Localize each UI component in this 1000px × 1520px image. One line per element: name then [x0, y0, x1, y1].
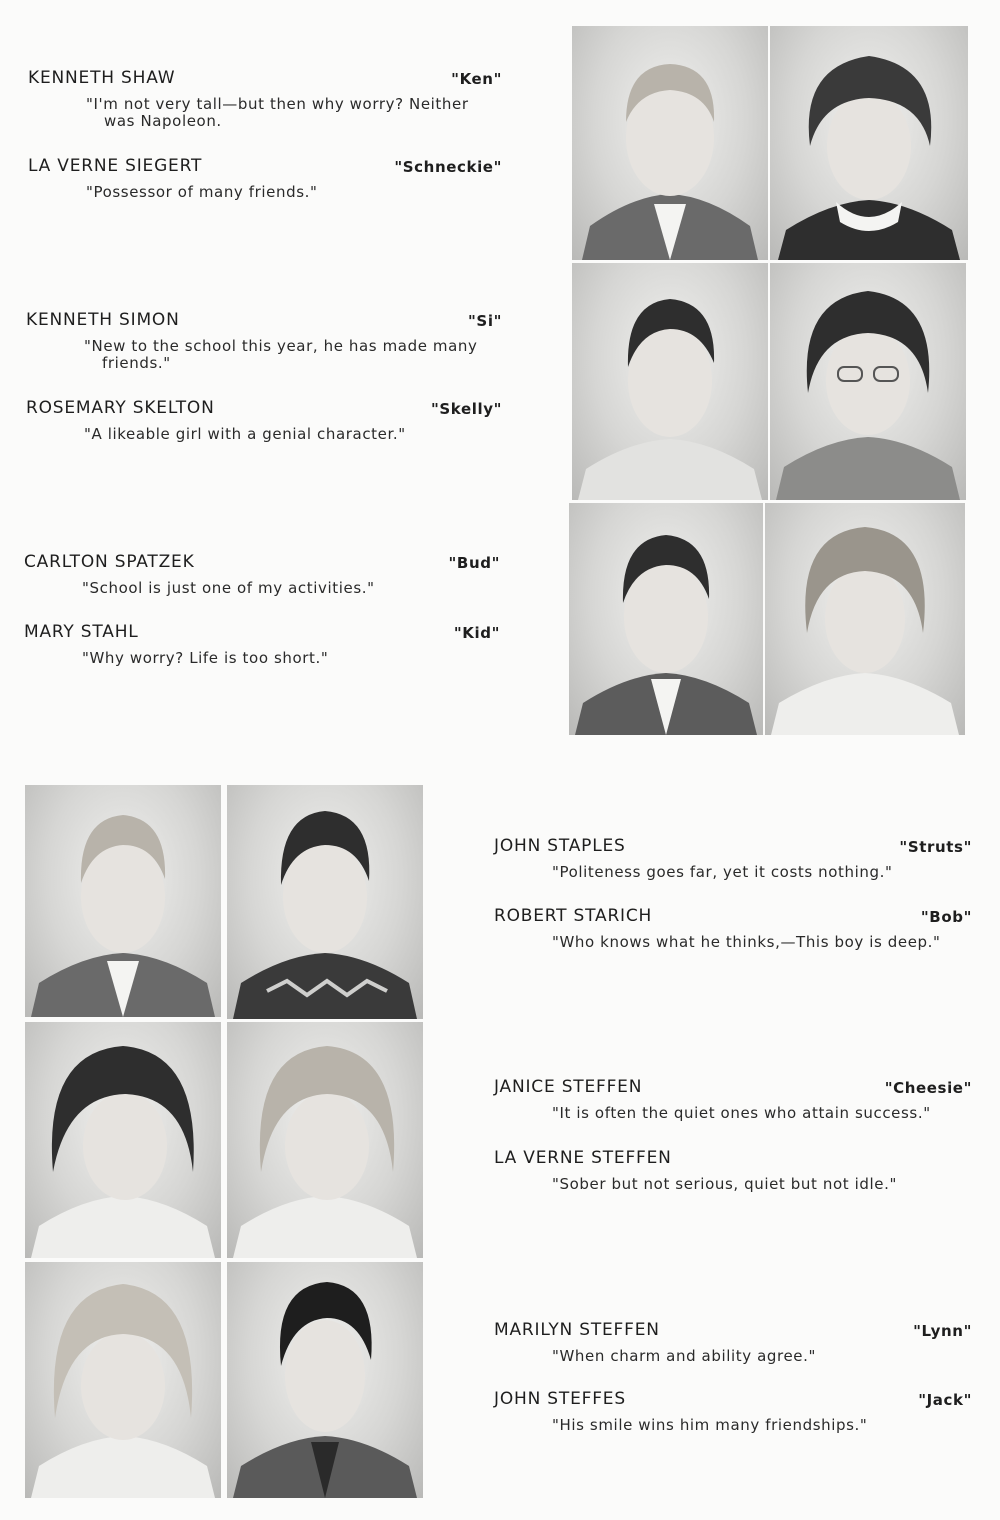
entry-john-steffes [494, 1389, 972, 1439]
student-nickname: "Si" [468, 312, 502, 330]
student-nickname: "Cheesie" [884, 1079, 972, 1097]
student-name: ROSEMARY SKELTON [26, 398, 215, 418]
student-name: JOHN STAPLES [494, 836, 626, 856]
entry-rosemary-skelton [26, 398, 502, 448]
student-quote: "Possessor of many friends." [86, 183, 318, 201]
portrait-mary-stahl [765, 503, 965, 735]
entry-marilyn-steffen [494, 1320, 972, 1370]
student-name: LA VERNE SIEGERT [28, 156, 203, 176]
student-nickname: "Bud" [448, 554, 500, 572]
student-name: JOHN STEFFES [494, 1389, 626, 1409]
student-name: MARILYN STEFFEN [494, 1320, 660, 1340]
student-nickname: "Kid" [453, 624, 500, 642]
student-name: ROBERT STARICH [494, 906, 653, 926]
student-quote: "Why worry? Life is too short." [82, 649, 329, 667]
student-nickname: "Bob" [920, 908, 972, 926]
student-name: JANICE STEFFEN [494, 1077, 643, 1097]
portrait-laverne-steffen [227, 1022, 423, 1258]
portrait-kenneth-simon [572, 263, 768, 500]
student-nickname: "Schneckie" [394, 158, 502, 176]
student-quote: "I'm not very tall—but then why worry? Neither was Napoleon. [86, 95, 469, 130]
portrait-kenneth-shaw [572, 26, 768, 260]
student-nickname: "Skelly" [430, 400, 502, 418]
student-quote: "When charm and ability agree." [552, 1347, 816, 1365]
portrait-rosemary-skelton [770, 263, 966, 500]
portrait-janice-steffen [25, 1022, 221, 1258]
portrait-marilyn-steffen [25, 1262, 221, 1498]
entry-janice-steffen [494, 1077, 972, 1127]
portrait-robert-starich [227, 785, 423, 1019]
student-nickname: "Lynn" [913, 1322, 972, 1340]
student-quote: "Politeness goes far, yet it costs nothing." [552, 863, 893, 881]
entry-robert-starich [494, 906, 972, 956]
student-nickname: "Jack" [918, 1391, 972, 1409]
student-name: CARLTON SPATZEK [24, 552, 195, 572]
student-quote: "School is just one of my activities." [82, 579, 375, 597]
entry-kenneth-shaw [28, 68, 502, 138]
entry-carlton-spatzek [24, 552, 500, 602]
student-name: MARY STAHL [24, 622, 139, 642]
student-name: LA VERNE STEFFEN [494, 1148, 672, 1168]
portrait-john-steffes [227, 1262, 423, 1498]
entry-laverne-siegert [28, 156, 502, 206]
student-quote: "It is often the quiet ones who attain success." [552, 1104, 931, 1122]
entry-john-staples [494, 836, 972, 886]
entry-mary-stahl [24, 622, 500, 672]
student-name: KENNETH SHAW [28, 68, 176, 88]
portrait-laverne-siegert [770, 26, 968, 260]
student-name: KENNETH SIMON [26, 310, 180, 330]
entry-laverne-steffen [494, 1148, 972, 1198]
student-quote: "Sober but not serious, quiet but not idle." [552, 1175, 897, 1193]
portrait-carlton-spatzek [569, 503, 763, 735]
student-quote: "A likeable girl with a genial character." [84, 425, 406, 443]
entry-kenneth-simon [26, 310, 502, 380]
student-quote: "Who knows what he thinks,—This boy is deep." [552, 933, 941, 951]
portrait-john-staples [25, 785, 221, 1017]
student-nickname: "Ken" [451, 70, 502, 88]
student-quote: "New to the school this year, he has made many friends." [84, 337, 478, 372]
student-nickname: "Struts" [899, 838, 972, 856]
student-quote: "His smile wins him many friendships." [552, 1416, 868, 1434]
